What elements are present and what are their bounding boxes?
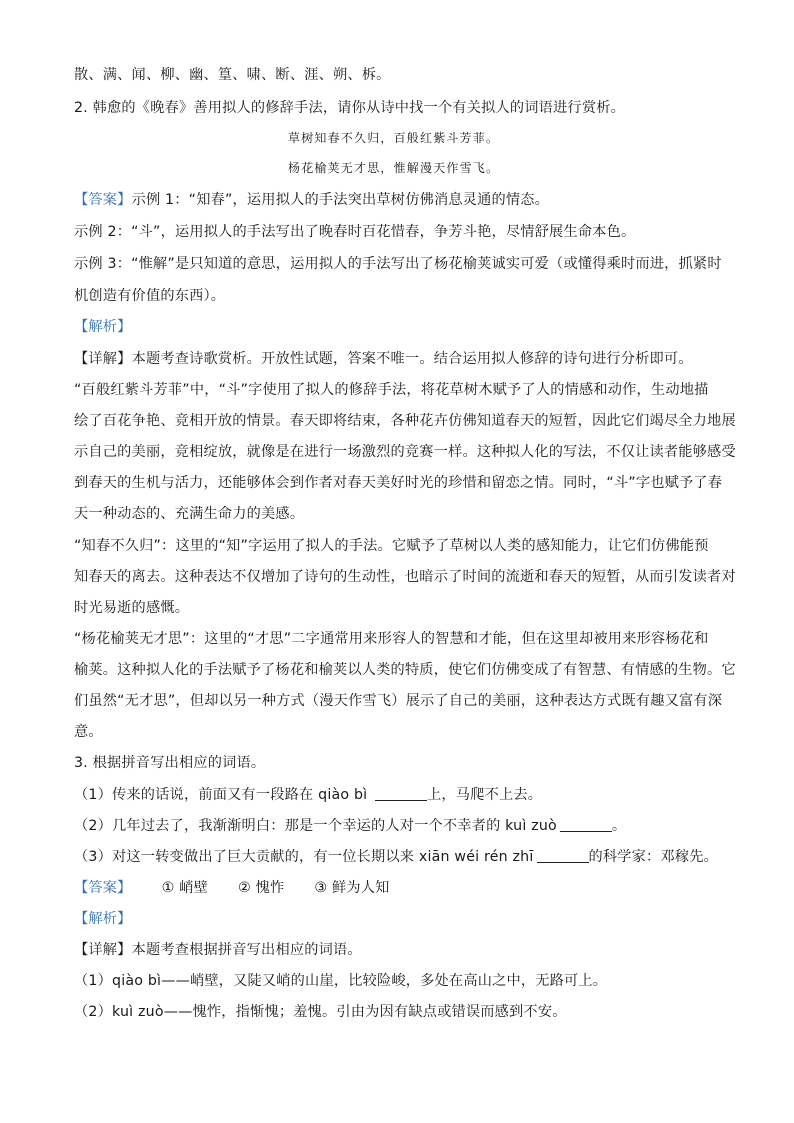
- text-line: 天一种动态的、充满生命力的美感。: [74, 506, 305, 522]
- poem-line-2: 杨花榆荚无才思，惟解漫天作雪飞。: [288, 161, 500, 175]
- text-line: “知春不久归”：这里的“知”字运用了拟人的手法。它赋予了草树以人类的感知能力，让它们仿佛能预: [74, 538, 709, 554]
- analysis-tag: 【解析】: [74, 911, 132, 927]
- text-line: 知春天的离去。这种表达不仅增加了诗句的生动性，也暗示了时间的流逝和春天的短暂，从而引发读者对: [74, 569, 736, 585]
- detail-line: [74, 348, 693, 370]
- question-2: 2. 韩愈的《晚春》善用拟人的修辞手法，请你从诗中找一个有关拟人的词语进行赏析。: [74, 100, 625, 116]
- question-text: （1）传来的话说，前面又有一段路在 qiào bì: [74, 787, 373, 803]
- text-line: 意。: [74, 724, 103, 740]
- answer-line: [74, 189, 549, 211]
- text-line: 散、满、闻、柳、幽、篁、啸、断、涯、朔、柝。: [74, 67, 391, 83]
- text-line: 到春天的生机与活力，还能够体会到作者对春天美好时光的珍惜和留恋之情。同时，“斗”字也赋予了春: [74, 475, 723, 491]
- answer-blank: [375, 786, 427, 801]
- analysis-tag: 【解析】: [74, 319, 132, 335]
- text-line: （1）qiào bì——峭壁，又陡又峭的山崖，比较险峻，多处在高山之中，无路可上。: [74, 973, 608, 989]
- text-line: 机创造有价值的东西）。: [74, 288, 226, 304]
- answer-tag: 【答案】: [74, 192, 132, 208]
- sub-question-3: [74, 846, 718, 868]
- detail-tag: 【详解】: [74, 942, 132, 958]
- detail-text: 本题考查根据拼音写出相应的词语。: [131, 942, 362, 958]
- question-text: 的科学家：邓稼先。: [588, 849, 718, 865]
- question-text: （3）对这一转变做出了巨大贡献的，有一位长期以来 xiān wéi rén zhī: [74, 849, 534, 865]
- text-line: （2）kuì zuò——愧怍，指惭愧；羞愧。引由为因有缺点或错误而感到不安。: [74, 1004, 567, 1020]
- text-line: “杨花榆荚无才思”：这里的“才思”二字通常用来形容人的智慧和才能，但在这里却被用来形容杨花和: [74, 631, 709, 647]
- sub-question-2: [74, 815, 626, 837]
- answer-blank: [537, 848, 589, 863]
- question-3: 3. 根据拼音写出相应的词语。: [74, 755, 266, 771]
- question-text: 上，马爬不上去。: [427, 787, 543, 803]
- text-line: 们虽然“无才思”，但却以另一种方式（漫天作雪飞）展示了自己的美丽，这种表达方式既有趣又富有深: [74, 693, 723, 709]
- text-line: 示例 2：“斗”，运用拟人的手法写出了晚春时百花惜春，争芳斗艳，尽情舒展生命本色。: [74, 224, 636, 240]
- question-text: （2）几年过去了，我渐渐明白：那是一个幸运的人对一个不幸者的 kuì zuò: [74, 818, 557, 834]
- answer-item: ② 愧怍: [237, 880, 285, 896]
- answer-tag: 【答案】: [74, 880, 132, 896]
- text-line: 示自己的美丽，竞相绽放，就像是在进行一场激烈的竞赛一样。这种拟人化的写法，不仅让读者能够感受: [74, 444, 736, 460]
- text-line: 绘了百花争艳、竞相开放的情景。春天即将结束，各种花卉仿佛知道春天的短暂，因此它们竭尽全力地展: [74, 413, 736, 429]
- text-line: 榆荚。这种拟人化的手法赋予了杨花和榆荚以人类的特质，使它们仿佛变成了有智慧、有情感的生物。它: [74, 662, 736, 678]
- answer-item: ③ 鲜为人知: [314, 880, 390, 896]
- detail-tag: 【详解】: [74, 351, 132, 367]
- answer-blank: [560, 817, 612, 832]
- sub-question-1: [74, 784, 542, 806]
- answer-line: [74, 877, 390, 899]
- text-line: “百般红紫斗芳菲”中，“斗”字使用了拟人的修辞手法，将花草树木赋予了人的情感和动作，生动地描: [74, 382, 709, 398]
- detail-line: [74, 939, 362, 961]
- detail-text: 本题考查诗歌赏析。开放性试题，答案不唯一。结合运用拟人修辞的诗句进行分析即可。: [131, 351, 693, 367]
- text-line: 时光易逝的感慨。: [74, 600, 190, 616]
- answer-item: ① 峭壁: [161, 880, 208, 896]
- text-line: 示例 3：“惟解”是只知道的意思，运用拟人的手法写出了杨花榆荚诚实可爱（或懂得乘时而进，抓紧时: [74, 256, 722, 272]
- answer-text: 示例 1：“知春”，运用拟人的手法突出草树仿佛消息灵通的情态。: [131, 192, 550, 208]
- question-text: 。: [611, 818, 627, 834]
- poem-line-1: 草树知春不久归，百般红紫斗芳菲。: [288, 131, 500, 145]
